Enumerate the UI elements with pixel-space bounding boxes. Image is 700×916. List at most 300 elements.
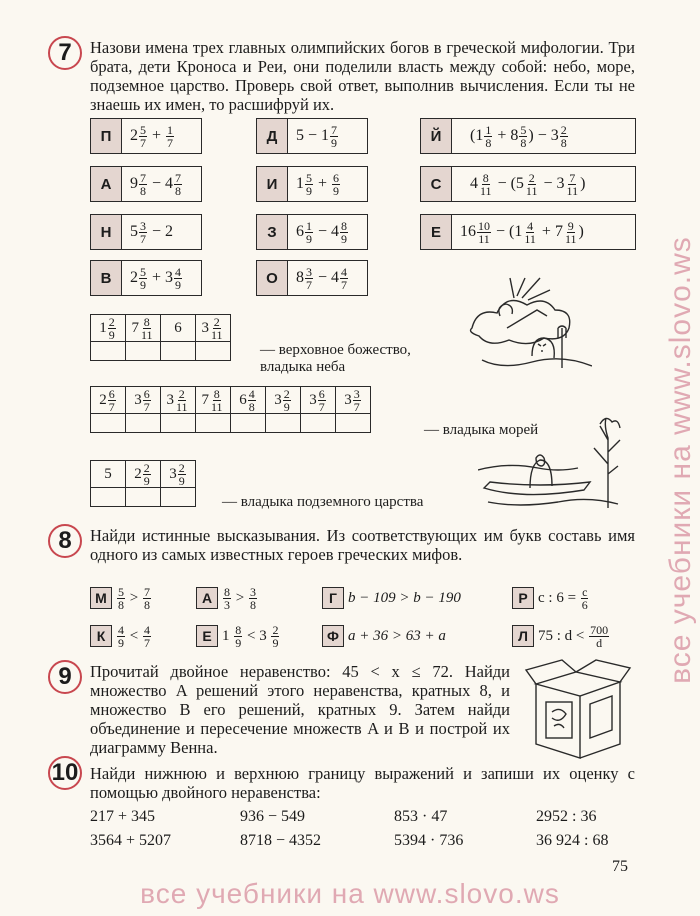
answer-grid-sky bbox=[90, 314, 231, 361]
whole: 2 bbox=[99, 391, 107, 408]
statement-expression: a + 36 > 63 + a bbox=[348, 627, 446, 644]
cipher-expression bbox=[122, 261, 201, 295]
cipher-cell-z bbox=[256, 214, 368, 250]
fraction bbox=[477, 220, 491, 245]
num: 4 bbox=[118, 622, 124, 637]
den: 9 bbox=[118, 635, 124, 650]
op: − 4 bbox=[318, 223, 340, 240]
num: 5 bbox=[140, 122, 146, 137]
page-number: 75 bbox=[612, 858, 628, 875]
grid-cell bbox=[91, 387, 126, 414]
cipher-expression bbox=[122, 119, 201, 153]
den: 7 bbox=[140, 135, 146, 150]
num: 2 bbox=[272, 622, 279, 637]
num: 8 bbox=[235, 622, 242, 637]
whole: 16 bbox=[460, 223, 476, 240]
op: − 2 bbox=[152, 223, 174, 240]
den: 8 bbox=[248, 399, 255, 414]
grid-cell bbox=[301, 387, 336, 414]
statement-g bbox=[322, 586, 461, 610]
whole: 3 bbox=[134, 391, 142, 408]
den: 11 bbox=[175, 399, 188, 414]
grid-3-caption: — владыка подземного царства bbox=[222, 494, 424, 510]
answer-box[interactable] bbox=[126, 342, 161, 361]
fraction bbox=[305, 172, 313, 197]
fraction bbox=[139, 220, 147, 245]
den: 9 bbox=[108, 327, 115, 342]
op: + bbox=[152, 127, 162, 144]
expression: 853 · 47 bbox=[394, 808, 448, 825]
cipher-letter: Н bbox=[91, 215, 122, 249]
num: 2 bbox=[560, 122, 567, 137]
num: 2 bbox=[178, 386, 185, 401]
cipher-letter: П bbox=[91, 119, 122, 153]
den: 9 bbox=[178, 473, 185, 488]
statement-expression bbox=[222, 624, 280, 649]
answer-box[interactable] bbox=[231, 414, 266, 433]
num: 7 bbox=[569, 170, 576, 185]
cipher-letter: С bbox=[421, 167, 452, 201]
answer-box[interactable] bbox=[336, 414, 371, 433]
fraction bbox=[139, 172, 147, 197]
cipher-letter: Д bbox=[257, 119, 288, 153]
statement-r bbox=[512, 586, 590, 610]
answer-box[interactable] bbox=[126, 414, 161, 433]
answer-box[interactable] bbox=[161, 414, 196, 433]
whole: 3 bbox=[344, 391, 352, 408]
den: 8 bbox=[249, 597, 256, 612]
answer-box[interactable] bbox=[196, 414, 231, 433]
fraction bbox=[305, 220, 313, 245]
statement-letter: Е bbox=[196, 625, 218, 647]
op: < bbox=[129, 627, 139, 644]
den: 9 bbox=[283, 399, 290, 414]
cipher-expression bbox=[288, 261, 367, 295]
grid-cell bbox=[161, 315, 196, 342]
answer-box[interactable] bbox=[91, 342, 126, 361]
den: d bbox=[596, 635, 603, 650]
text: (1 bbox=[470, 127, 484, 144]
fraction bbox=[484, 124, 492, 149]
whole: 2 bbox=[130, 269, 138, 286]
fraction bbox=[174, 266, 182, 291]
fraction bbox=[560, 124, 568, 149]
grid-cell bbox=[336, 387, 371, 414]
expression: 936 − 549 bbox=[240, 808, 306, 825]
op: + 8 bbox=[497, 127, 519, 144]
num: 1 bbox=[167, 122, 174, 137]
fraction bbox=[318, 388, 326, 413]
num: 7 bbox=[331, 122, 338, 137]
fraction bbox=[139, 266, 147, 291]
statement-expression: b − 109 > b − 190 bbox=[348, 589, 461, 606]
whole: 4 bbox=[470, 175, 478, 192]
num: 6 bbox=[143, 386, 150, 401]
num: 4 bbox=[341, 264, 348, 279]
grid-cell bbox=[196, 315, 231, 342]
task-9-text: Прочитай двойное неравенство: 45 < x ≤ 72. Найди множество A решений этого неравенства, кратных 8, и множество B его решений, кратных 9. Затем найди объединение и пересечение множеств A и B и построй их диаграмму Венна. bbox=[90, 662, 510, 757]
cipher-cell-e bbox=[420, 214, 636, 250]
cipher-cell-a bbox=[90, 166, 202, 202]
num: 3 bbox=[353, 386, 360, 401]
statement-letter: Г bbox=[322, 587, 344, 609]
statement-expression bbox=[116, 624, 152, 649]
cipher-cell-o bbox=[256, 260, 368, 296]
expression: 5394 · 736 bbox=[394, 832, 464, 849]
whole: 1 bbox=[99, 319, 107, 336]
op: + 7 bbox=[541, 223, 563, 240]
grid-cell bbox=[126, 461, 161, 488]
den: 9 bbox=[333, 183, 340, 198]
statement-letter: К bbox=[90, 625, 112, 647]
op: − (5 bbox=[497, 175, 524, 192]
num: 3 bbox=[249, 584, 256, 599]
whole: 3 bbox=[201, 319, 209, 336]
den: 7 bbox=[167, 135, 174, 150]
grid-cell bbox=[91, 461, 126, 488]
num: 3 bbox=[306, 264, 312, 279]
text: 75 : d < bbox=[538, 627, 585, 644]
den: 3 bbox=[224, 597, 230, 612]
whole: 3 bbox=[309, 391, 317, 408]
den: 7 bbox=[143, 635, 150, 650]
watermark-side bbox=[666, 140, 696, 780]
expression: 2952 : 36 bbox=[536, 808, 597, 825]
num: 1 bbox=[485, 122, 492, 137]
zeus-illustration bbox=[462, 268, 592, 388]
boat-illustration bbox=[478, 404, 630, 512]
fraction bbox=[525, 172, 539, 197]
cipher-expression bbox=[452, 119, 635, 153]
num: 4 bbox=[248, 386, 255, 401]
cipher-letter: А bbox=[91, 167, 122, 201]
text: ) bbox=[578, 223, 584, 240]
num: 6 bbox=[333, 170, 340, 185]
answer-box[interactable] bbox=[196, 342, 231, 361]
fraction bbox=[248, 388, 256, 413]
grid-cell bbox=[266, 387, 301, 414]
op: − 4 bbox=[318, 269, 340, 286]
grid-2-caption: — владыка морей bbox=[424, 422, 539, 438]
whole: 7 bbox=[201, 391, 209, 408]
op: − 3 bbox=[543, 175, 565, 192]
fraction bbox=[566, 172, 580, 197]
cipher-expression bbox=[452, 167, 635, 201]
den: 9 bbox=[235, 635, 242, 650]
num: 8 bbox=[341, 218, 348, 233]
num: 5 bbox=[520, 122, 527, 137]
statement-letter: М bbox=[90, 587, 112, 609]
den: 11 bbox=[524, 231, 536, 246]
fraction bbox=[210, 316, 224, 341]
cipher-letter: В bbox=[91, 261, 122, 295]
fraction bbox=[140, 316, 154, 341]
num: 6 bbox=[108, 386, 115, 401]
whole: 5 bbox=[104, 465, 112, 482]
text: c : 6 = bbox=[538, 589, 577, 606]
op: ) − 3 bbox=[528, 127, 559, 144]
den: 8 bbox=[143, 597, 150, 612]
num: 6 bbox=[318, 386, 325, 401]
whole: 3 bbox=[166, 391, 174, 408]
fraction bbox=[283, 388, 291, 413]
fraction bbox=[564, 220, 578, 245]
num: 4 bbox=[527, 218, 534, 233]
cipher-cell-s bbox=[420, 166, 636, 202]
fraction bbox=[210, 388, 224, 413]
whole: 1 bbox=[296, 175, 304, 192]
num: 7 bbox=[140, 170, 146, 185]
den: 11 bbox=[564, 231, 577, 246]
cipher-cell-n bbox=[90, 214, 202, 250]
fraction bbox=[249, 586, 257, 611]
whole: 2 bbox=[134, 465, 142, 482]
num: 1 bbox=[306, 218, 312, 233]
den: 11 bbox=[210, 327, 223, 342]
den: 8 bbox=[485, 135, 492, 150]
answer-grid-underworld bbox=[90, 460, 196, 507]
cipher-letter: О bbox=[257, 261, 288, 295]
grid-cell bbox=[161, 461, 196, 488]
num: 2 bbox=[213, 314, 220, 329]
den: 8 bbox=[175, 183, 182, 198]
answer-box[interactable] bbox=[266, 414, 301, 433]
fraction bbox=[166, 124, 174, 149]
op: + 3 bbox=[152, 269, 174, 286]
cipher-expression bbox=[288, 215, 367, 249]
fraction bbox=[117, 586, 125, 611]
whole: 3 bbox=[274, 391, 282, 408]
cipher-cell-y bbox=[420, 118, 636, 154]
fraction bbox=[519, 124, 527, 149]
statement-e bbox=[196, 624, 280, 648]
num: 2 bbox=[178, 460, 185, 475]
fraction bbox=[340, 220, 348, 245]
den: 7 bbox=[318, 399, 325, 414]
den: 9 bbox=[140, 277, 146, 292]
num: 5 bbox=[306, 170, 312, 185]
num: 2 bbox=[283, 386, 290, 401]
cipher-cell-i bbox=[256, 166, 368, 202]
fraction bbox=[581, 586, 589, 611]
grid-cell bbox=[231, 387, 266, 414]
num: 8 bbox=[224, 584, 230, 599]
statement-expression bbox=[538, 586, 590, 611]
statement-letter: Р bbox=[512, 587, 534, 609]
den: 7 bbox=[341, 277, 348, 292]
task-number-8: 8 bbox=[48, 524, 82, 558]
num: 700 bbox=[590, 622, 609, 637]
whole: 1 bbox=[321, 127, 330, 144]
whole: 6 bbox=[239, 391, 247, 408]
cipher-letter: И bbox=[257, 167, 288, 201]
fraction bbox=[143, 624, 151, 649]
statement-a bbox=[196, 586, 258, 610]
den: 6 bbox=[581, 597, 588, 612]
expression: 36 924 : 68 bbox=[536, 832, 609, 849]
fraction bbox=[143, 388, 151, 413]
num: 2 bbox=[528, 170, 535, 185]
den: 9 bbox=[306, 231, 312, 246]
num: 7 bbox=[175, 170, 182, 185]
answer-box[interactable] bbox=[161, 488, 196, 507]
statement-k bbox=[90, 624, 152, 648]
statement-f bbox=[322, 624, 446, 648]
fraction bbox=[108, 316, 116, 341]
num: 5 bbox=[118, 584, 124, 599]
statement-letter: Л bbox=[512, 625, 534, 647]
whole: 6 bbox=[174, 319, 182, 336]
den: 8 bbox=[520, 135, 527, 150]
task-10-text: Найди нижнюю и верхнюю границу выражений и запиши их оценку с помощью двойного неравенства: bbox=[90, 764, 635, 802]
cipher-letter: Й bbox=[421, 119, 452, 153]
fraction bbox=[479, 172, 493, 197]
grid-cell bbox=[196, 387, 231, 414]
fraction bbox=[589, 624, 609, 649]
fraction bbox=[174, 172, 182, 197]
watermark-bottom: все учебники на www.slovo.ws bbox=[140, 878, 560, 909]
cipher-expression bbox=[122, 167, 201, 201]
fraction bbox=[340, 266, 348, 291]
answer-box[interactable] bbox=[161, 342, 196, 361]
cipher-expression bbox=[452, 215, 635, 249]
answer-box[interactable] bbox=[91, 488, 126, 507]
fraction bbox=[223, 586, 231, 611]
fraction bbox=[234, 624, 242, 649]
cipher-letter: Е bbox=[421, 215, 452, 249]
fraction bbox=[353, 388, 361, 413]
answer-box[interactable] bbox=[91, 414, 126, 433]
fraction bbox=[178, 462, 186, 487]
whole: 5 bbox=[130, 223, 138, 240]
num: 4 bbox=[143, 622, 150, 637]
fraction bbox=[143, 586, 151, 611]
whole: 9 bbox=[130, 175, 138, 192]
whole: 3 bbox=[169, 465, 177, 482]
den: 9 bbox=[143, 473, 150, 488]
expression: 217 + 345 bbox=[90, 808, 156, 825]
den: 8 bbox=[560, 135, 567, 150]
fraction bbox=[330, 124, 338, 149]
whole: 8 bbox=[296, 269, 304, 286]
grid-cell bbox=[161, 387, 196, 414]
task-number-7: 7 bbox=[48, 36, 82, 70]
watermark-side-text: все учебники на www.slovo.ws bbox=[664, 236, 697, 684]
statement-l bbox=[512, 624, 610, 648]
den: 9 bbox=[341, 231, 348, 246]
den: 9 bbox=[272, 635, 279, 650]
fraction bbox=[305, 266, 313, 291]
den: 11 bbox=[210, 399, 223, 414]
whole: 6 bbox=[296, 223, 304, 240]
op: − (1 bbox=[496, 223, 523, 240]
den: 11 bbox=[525, 183, 538, 198]
num: 8 bbox=[482, 170, 489, 185]
text: ) bbox=[580, 175, 586, 192]
cipher-cell-d bbox=[256, 118, 368, 154]
grid-1-caption: — верховное божество, владыка неба bbox=[260, 342, 411, 375]
num: 10 bbox=[478, 218, 490, 233]
answer-box[interactable] bbox=[301, 414, 336, 433]
answer-box[interactable] bbox=[126, 488, 161, 507]
den: 11 bbox=[478, 231, 490, 246]
whole: 7 bbox=[131, 319, 139, 336]
fraction bbox=[271, 624, 279, 649]
den: 9 bbox=[306, 183, 312, 198]
num: 3 bbox=[140, 218, 146, 233]
den: 8 bbox=[140, 183, 146, 198]
task-7-text: Назови имена трех главных олимпийских богов в греческой мифологии. Три брата, дети Кроноса и Реи, они поделили власть между собой: небо, море, подземное царство. Проверь свой ответ, выполнив вычисления. Если ты не знаешь их имен, то расшифруй их. bbox=[90, 38, 635, 114]
expression: 3564 + 5207 bbox=[90, 832, 172, 849]
num: c bbox=[582, 584, 588, 599]
fraction bbox=[108, 388, 116, 413]
task-number-10: 10 bbox=[48, 756, 82, 790]
op: > bbox=[235, 589, 245, 606]
fraction bbox=[139, 124, 147, 149]
num: 8 bbox=[143, 314, 150, 329]
whole: 5 − bbox=[296, 127, 318, 144]
num: 7 bbox=[143, 584, 150, 599]
den: 11 bbox=[480, 183, 492, 198]
cipher-letter: З bbox=[257, 215, 288, 249]
den: 11 bbox=[566, 183, 579, 198]
num: 2 bbox=[143, 460, 150, 475]
fraction bbox=[523, 220, 537, 245]
num: 8 bbox=[213, 386, 220, 401]
num: 4 bbox=[175, 264, 182, 279]
statement-expression bbox=[116, 586, 152, 611]
whole: 2 bbox=[130, 127, 138, 144]
den: 7 bbox=[353, 399, 360, 414]
den: 7 bbox=[140, 231, 146, 246]
task-8-text: Найди истинные высказывания. Из соответствующих им букв составь имя одного из самых известных героев греческих мифов. bbox=[90, 526, 635, 564]
den: 9 bbox=[175, 277, 182, 292]
cipher-expression bbox=[288, 167, 367, 201]
num: 5 bbox=[140, 264, 146, 279]
statement-expression bbox=[222, 586, 258, 611]
op: − 4 bbox=[152, 175, 174, 192]
statement-letter: А bbox=[196, 587, 218, 609]
fraction bbox=[332, 172, 340, 197]
den: 7 bbox=[108, 399, 115, 414]
num: 2 bbox=[108, 314, 115, 329]
statement-letter: Ф bbox=[322, 625, 344, 647]
statement-m bbox=[90, 586, 152, 610]
den: 8 bbox=[118, 597, 124, 612]
fraction bbox=[175, 388, 189, 413]
fraction bbox=[143, 462, 151, 487]
den: 9 bbox=[331, 135, 338, 150]
num: 9 bbox=[567, 218, 574, 233]
op: > bbox=[129, 589, 139, 606]
op: < 3 bbox=[247, 627, 267, 644]
fraction bbox=[117, 624, 125, 649]
expression: 8718 − 4352 bbox=[240, 832, 322, 849]
den: 7 bbox=[143, 399, 150, 414]
den: 7 bbox=[306, 277, 312, 292]
task-number-9: 9 bbox=[48, 660, 82, 694]
cipher-cell-p bbox=[90, 118, 202, 154]
op: + bbox=[318, 175, 328, 192]
cipher-expression bbox=[288, 119, 367, 153]
answer-grid-sea bbox=[90, 386, 371, 433]
grid-cell bbox=[91, 315, 126, 342]
cipher-expression bbox=[122, 215, 201, 249]
grid-cell bbox=[126, 387, 161, 414]
grid-cell bbox=[126, 315, 161, 342]
box-illustration bbox=[522, 654, 634, 762]
cipher-cell-v bbox=[90, 260, 202, 296]
